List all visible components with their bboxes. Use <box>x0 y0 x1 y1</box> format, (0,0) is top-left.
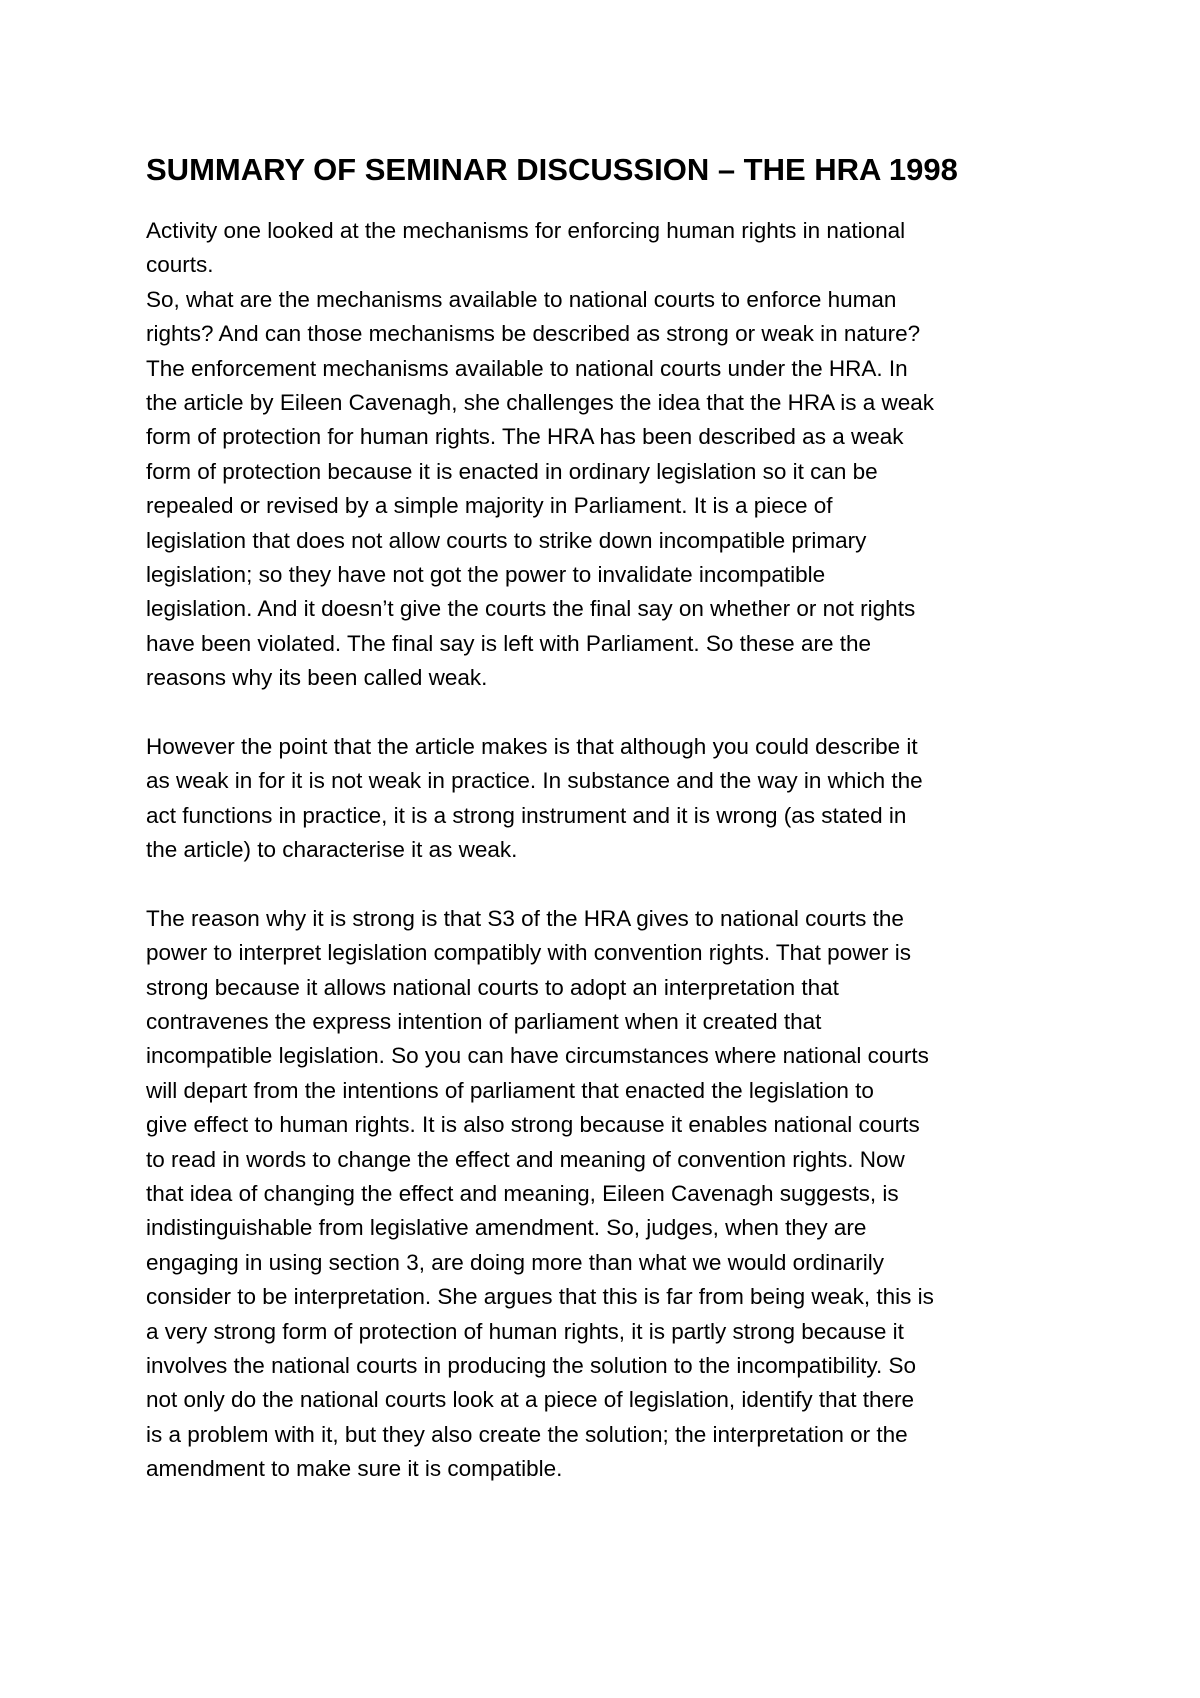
text-line: form of protection because it is enacted in ordinary legislation so it can be <box>146 458 878 484</box>
text-line: give effect to human rights. It is also strong because it enables national courts <box>146 1112 920 1138</box>
text-line: will depart from the intentions of parliament that enacted the legislation to <box>146 1077 874 1103</box>
text-line: as weak in for it is not weak in practice. In substance and the way in which the <box>146 768 923 794</box>
text-line: not only do the national courts look at a piece of legislation, identify that there <box>146 1387 914 1413</box>
text-line: have been violated. The final say is left with Parliament. So these are the <box>146 630 871 656</box>
document-content <box>146 150 1066 1486</box>
text-line: The reason why it is strong is that S3 of the HRA gives to national courts the <box>146 905 904 931</box>
text-line: So, what are the mechanisms available to national courts to enforce human <box>146 286 897 312</box>
text-line: amendment to make sure it is compatible. <box>146 1456 563 1482</box>
text-line: indistinguishable from legislative amendment. So, judges, when they are <box>146 1215 867 1241</box>
text-line: reasons why its been called weak. <box>146 665 488 691</box>
text-line: a very strong form of protection of human rights, it is partly strong because it <box>146 1318 904 1344</box>
text-line: involves the national courts in producing the solution to the incompatibility. So <box>146 1352 917 1378</box>
document-title: SUMMARY OF SEMINAR DISCUSSION – THE HRA 1998 <box>146 152 958 187</box>
text-line: legislation. And it doesn’t give the courts the final say on whether or not rights <box>146 596 916 622</box>
paragraph-1 <box>146 214 1066 695</box>
paragraph-spacer <box>146 695 1066 729</box>
text-line: the article by Eileen Cavenagh, she challenges the idea that the HRA is a weak <box>146 389 934 415</box>
text-line: the article) to characterise it as weak. <box>146 837 518 863</box>
text-line: However the point that the article makes is that although you could describe it <box>146 733 918 759</box>
text-line: is a problem with it, but they also create the solution; the interpretation or the <box>146 1421 908 1447</box>
text-line: to read in words to change the effect and meaning of convention rights. Now <box>146 1146 905 1172</box>
text-line: The enforcement mechanisms available to national courts under the HRA. In <box>146 355 908 381</box>
text-line: engaging in using section 3, are doing more than what we would ordinarily <box>146 1249 884 1275</box>
text-line: power to interpret legislation compatibly with convention rights. That power is <box>146 940 911 966</box>
text-line: strong because it allows national courts to adopt an interpretation that <box>146 974 839 1000</box>
text-line: contravenes the express intention of parliament when it created that <box>146 1008 822 1034</box>
text-line: that idea of changing the effect and meaning, Eileen Cavenagh suggests, is <box>146 1180 899 1206</box>
paragraph-2 <box>146 730 1066 868</box>
text-line: Activity one looked at the mechanisms for enforcing human rights in national <box>146 218 906 243</box>
text-line: legislation that does not allow courts to strike down incompatible primary <box>146 527 867 553</box>
text-line: incompatible legislation. So you can have circumstances where national courts <box>146 1043 929 1069</box>
text-line: rights? And can those mechanisms be described as strong or weak in nature? <box>146 321 921 347</box>
paragraph-3 <box>146 902 1066 1487</box>
text-line: form of protection for human rights. The HRA has been described as a weak <box>146 424 904 450</box>
text-line: repealed or revised by a simple majority in Parliament. It is a piece of <box>146 493 833 519</box>
text-line: act functions in practice, it is a strong instrument and it is wrong (as stated in <box>146 802 907 828</box>
paragraph-spacer <box>146 867 1066 901</box>
text-line: courts. <box>146 252 214 278</box>
text-line: consider to be interpretation. She argues that this is far from being weak, this is <box>146 1284 934 1310</box>
text-line: legislation; so they have not got the power to invalidate incompatible <box>146 561 826 587</box>
